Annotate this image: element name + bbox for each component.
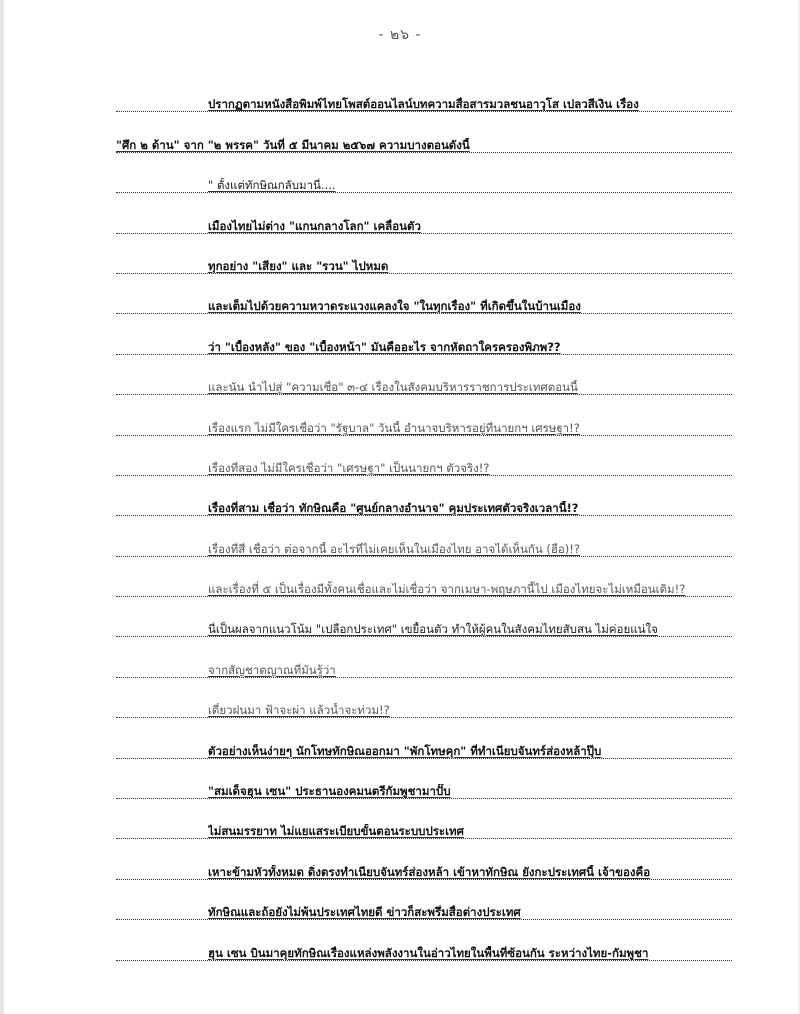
document-body <box>116 84 732 973</box>
line-text: จากสัญชาตญาณที่มันรู้ว่า <box>208 662 336 677</box>
line-text: และเต็มไปด้วยความหวาดระแวงแคลงใจ "ในทุกเรื่อง" ที่เกิดขึ้นในบ้านเมือง <box>208 299 581 314</box>
dotted-rule <box>116 313 732 314</box>
dotted-rule <box>116 475 732 476</box>
text-line <box>116 649 732 689</box>
text-line <box>116 326 732 366</box>
dotted-rule <box>116 111 732 112</box>
text-line <box>116 286 732 326</box>
line-text: ปรากฏตามหนังสือพิมพ์ไทยโพสต์ออนไลน์บทความสื่อสารมวลชนอาวุโส เปลวสีเงิน เรื่อง <box>208 97 639 112</box>
dotted-rule <box>116 435 732 436</box>
line-text: และนั่น นำไปสู่ "ความเชื่อ" ๓-๔ เรื่องในสังคมบริหารราชการประเทศตอนนี้ <box>208 380 578 395</box>
dotted-rule <box>116 273 732 274</box>
line-text: เรื่องที่สี่ เชื่อว่า ต่อจากนี้ อะไรที่ไม่เคยเห็นในเมืองไทย อาจได้เห็นกัน (ฮือ)!? <box>208 541 580 556</box>
dotted-rule <box>116 838 732 839</box>
text-line <box>116 771 732 811</box>
page-left-edge <box>0 0 4 1014</box>
text-line <box>116 488 732 528</box>
line-text: นี่เป็นผลจากแนวโน้ม "เปลือกประเทศ" เขยื้อนตัว ทำให้ผู้คนในสังคมไทยสับสน ไม่ค่อยแน่ใจ <box>208 622 658 637</box>
text-line <box>116 932 732 972</box>
dotted-rule <box>116 919 732 920</box>
text-line <box>116 246 732 286</box>
text-line <box>116 609 732 649</box>
dotted-rule <box>116 515 732 516</box>
line-text: ไม่สนมรรยาท ไม่แยแสระเบียบขั้นตอนระบบประเทศ <box>208 824 464 839</box>
dotted-rule <box>116 677 732 678</box>
text-line <box>116 84 732 124</box>
line-text: ทักษิณและถ้อยังไม่พ้นประเทศไทยดี ข่าวก็สะพรึ่มสื่อต่างประเทศ <box>208 905 521 920</box>
line-text: "สมเด็จฮุน เซน" ประธานองคมนตรีกัมพูชามาปั๊บ <box>208 784 451 799</box>
text-line <box>116 205 732 245</box>
dotted-rule <box>116 556 732 557</box>
text-line <box>116 892 732 932</box>
text-line <box>116 407 732 447</box>
line-text: เรื่องที่สอง ไม่มีใครเชื่อว่า "เศรษฐา" เป็นนายกฯ ตัวจริง!? <box>208 460 490 475</box>
text-line <box>116 730 732 770</box>
dotted-rule <box>116 596 732 597</box>
dotted-rule <box>116 960 732 961</box>
text-line <box>116 448 732 488</box>
dotted-rule <box>116 758 732 759</box>
text-line <box>116 569 732 609</box>
text-line <box>116 165 732 205</box>
line-text: "ศึก ๒ ด้าน" จาก "๒ พรรค" วันที่ ๕ มีนาคม ๒๕๖๗ ความบางตอนดังนี้ <box>116 137 470 152</box>
text-line <box>116 528 732 568</box>
dotted-rule <box>116 879 732 880</box>
dotted-rule <box>116 798 732 799</box>
line-text: ตัวอย่างเห็นง่ายๆ นักโทษทักษิณออกมา "พักโทษคุก" ที่ทำเนียบจันทร์ส่องหล้าปุ๊บ <box>208 743 602 758</box>
line-text: เรื่องแรก ไม่มีใครเชื่อว่า "รัฐบาล" วันนี้ อำนาจบริหารอยู่ที่นายกฯ เศรษฐา!? <box>208 420 580 435</box>
dotted-rule <box>116 233 732 234</box>
dotted-rule <box>116 354 732 355</box>
line-text: เหาะข้ามหัวทั้งหมด ดิ่งตรงทำเนียบจันทร์ส่องหล้า เข้าหาทักษิณ ยังกะประเทศนี้ เจ้าของคือ <box>208 864 651 879</box>
line-text: ทุกอย่าง "เสียง" และ "รวน" ไปหมด <box>208 258 389 273</box>
dotted-rule <box>116 192 732 193</box>
page-number: - ๒๖ - <box>378 27 422 43</box>
line-text: เมืองไทยไม่ต่าง "แกนกลางโลก" เคลื่อนตัว <box>208 218 421 233</box>
line-text: เรื่องที่สาม เชื่อว่า ทักษิณคือ "ศูนย์กลางอำนาจ" คุมประเทศตัวจริงเวลานี้!? <box>208 501 579 516</box>
text-line <box>116 367 732 407</box>
dotted-rule <box>116 636 732 637</box>
text-line <box>116 811 732 851</box>
line-text: และเรื่องที่ ๕ เป็นเรื่องมีทั้งคนเชื่อและไม่เชื่อว่า จากเมษา-พฤษภานี้ไป เมืองไทยจะไม่เหมือนเดิม!? <box>208 582 686 597</box>
text-line <box>116 851 732 891</box>
line-text: เดี๋ยวฝนมา ฟ้าจะผ่า แล้วน้ำจะท่วม!? <box>208 703 390 718</box>
line-text: ว่า "เบื้องหลัง" ของ "เบื้องหน้า" มันคืออะไร จากหัตถาใครครองพิภพ?? <box>208 339 561 354</box>
dotted-rule <box>116 717 732 718</box>
line-text: " ตั้งแต่ทักษิณกลับมานี่.... <box>208 178 336 193</box>
text-line <box>116 124 732 164</box>
line-text: ฮุน เซน บินมาคุยทักษิณเรื่องแหล่งพลังงานในอ่าวไทยในพื้นที่ซ้อนกัน ระหว่างไทย-กัมพูชา <box>208 945 649 960</box>
text-line <box>116 690 732 730</box>
dotted-rule <box>116 152 732 153</box>
dotted-rule <box>116 394 732 395</box>
